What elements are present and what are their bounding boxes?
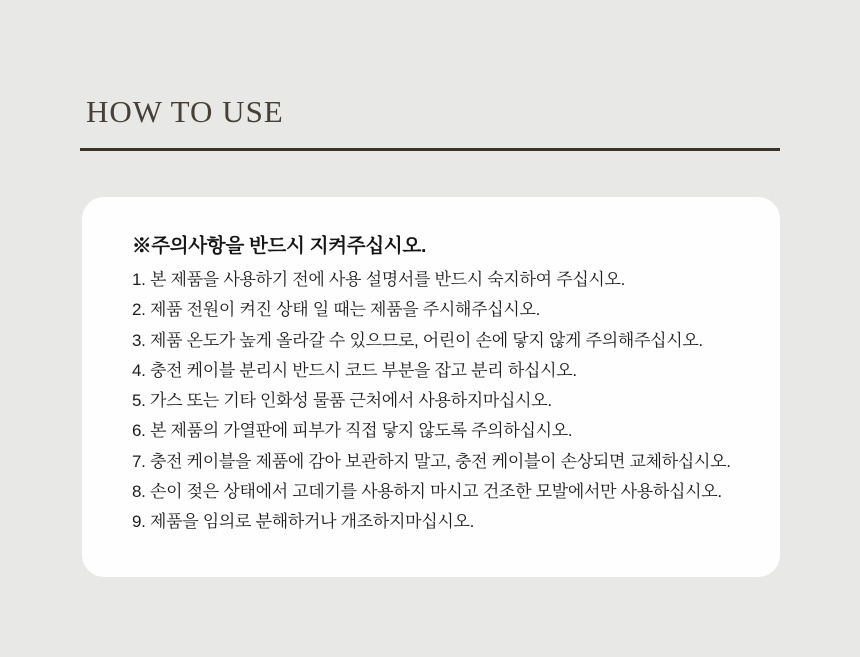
caution-list (132, 265, 740, 538)
caution-item: 5. 가스 또는 기타 인화성 물품 근처에서 사용하지마십시오. (132, 391, 552, 411)
page-title: HOW TO USE (86, 94, 284, 129)
caution-item: 1. 본 제품을 사용하기 전에 사용 설명서를 반드시 숙지하여 주십시오. (132, 270, 626, 289)
caution-item: 4. 충전 케이블 분리시 반드시 코드 부분을 잡고 분리 하십시오. (132, 360, 577, 380)
caution-heading: ※주의사항을 반드시 지켜주십시오. (132, 235, 427, 257)
caution-card (82, 197, 780, 577)
caution-item: 6. 본 제품의 가열판에 피부가 직접 닿지 않도록 주의하십시오. (132, 421, 573, 441)
caution-item: 8. 손이 젖은 상태에서 고데기를 사용하지 마시고 건조한 모발에서만 사용하십시오. (132, 482, 722, 502)
caution-item: 3. 제품 온도가 높게 올라갈 수 있으므로, 어린이 손에 닿지 않게 주의해주십시오. (132, 330, 703, 350)
caution-item: 2. 제품 전원이 켜진 상태 일 때는 제품을 주시해주십시오. (132, 300, 541, 320)
caution-item: 9. 제품을 임의로 분해하거나 개조하지마십시오. (132, 512, 475, 532)
caution-item: 7. 충전 케이블을 제품에 감아 보관하지 말고, 충전 케이블이 손상되면 교체하십시오. (132, 451, 731, 471)
title-divider (80, 148, 780, 151)
